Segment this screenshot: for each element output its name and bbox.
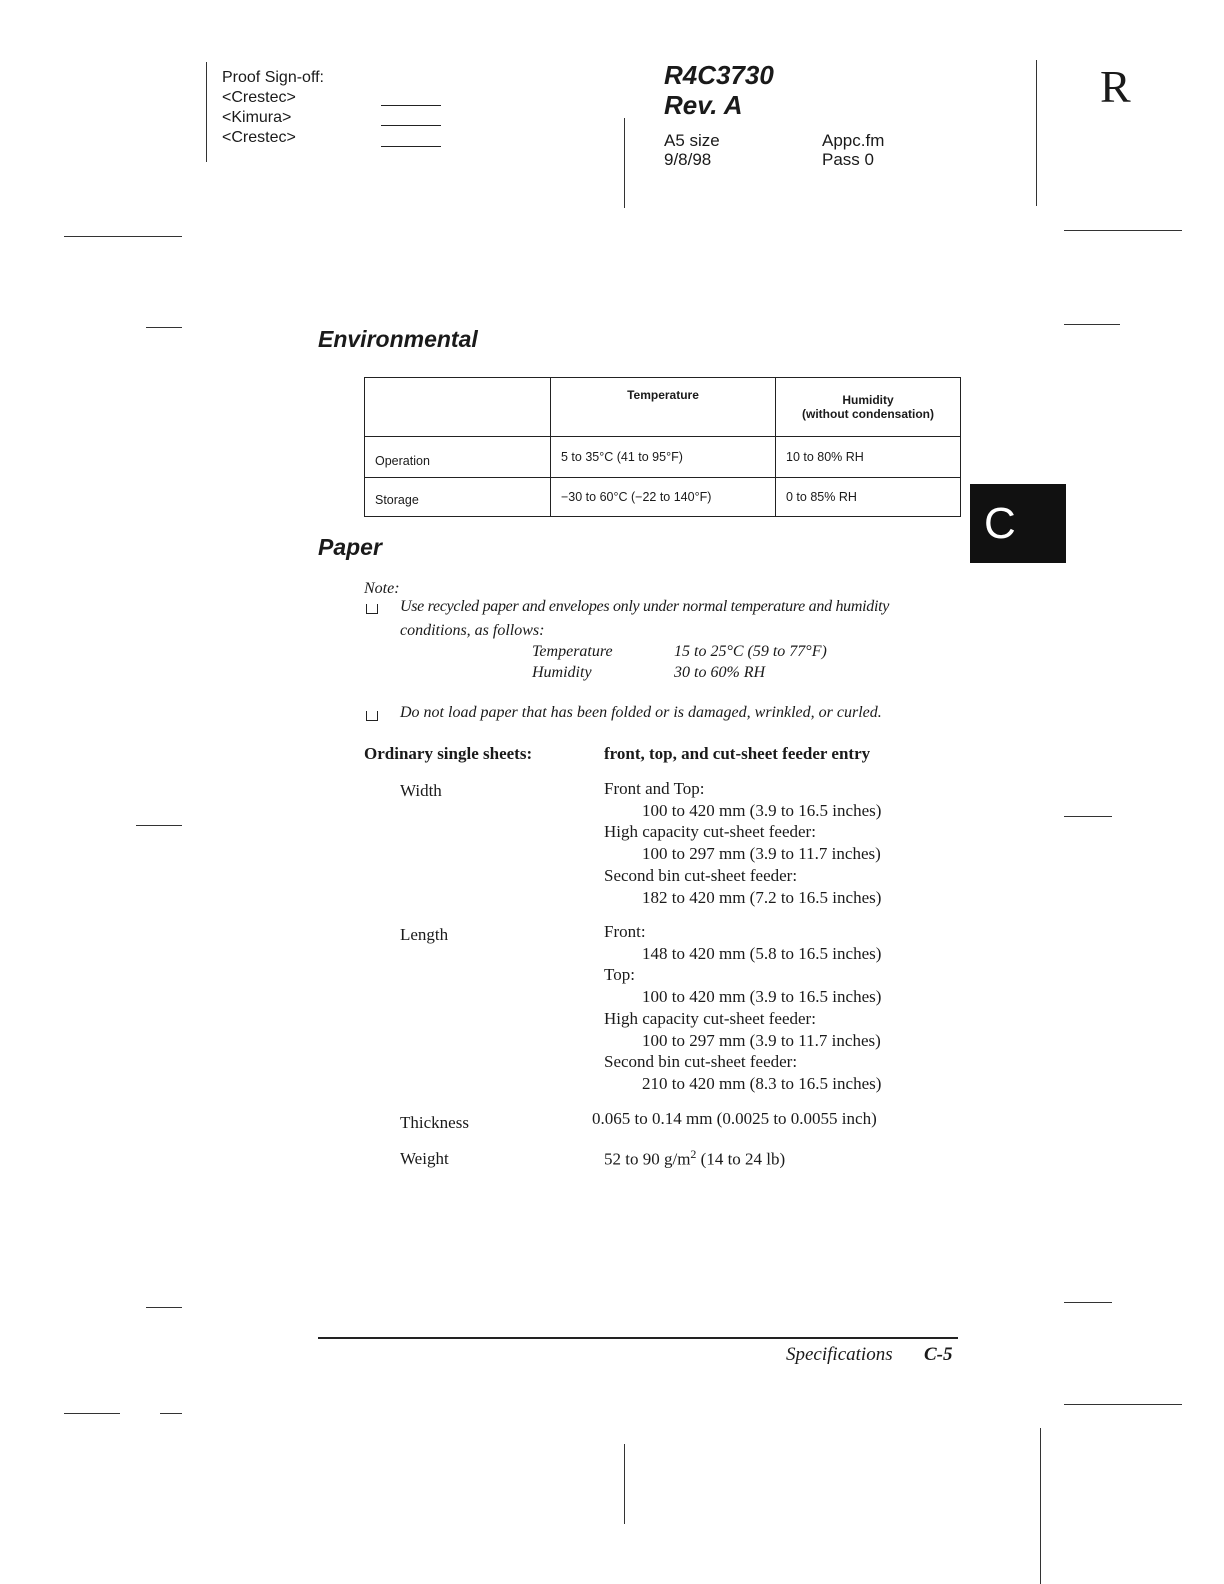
proof-signoff: [222, 68, 324, 148]
proof-name: <Crestec>: [222, 89, 296, 106]
doc-pass: Pass 0: [822, 150, 874, 169]
checkbox-bullet-icon: [366, 711, 378, 721]
weight-value: [604, 1144, 785, 1170]
crop-mark: [64, 236, 182, 237]
doc-file: Appc.fm: [822, 131, 885, 150]
spec-value-line: Front and Top:: [604, 779, 705, 798]
weight-superscript: 2: [690, 1147, 697, 1161]
paper-heading: Paper: [318, 534, 382, 560]
signature-line: [381, 125, 441, 126]
crop-mark: [146, 327, 182, 328]
doc-meta-left: [664, 131, 720, 169]
thickness-value: 0.065 to 0.14 mm (0.0025 to 0.0055 inch): [592, 1109, 877, 1128]
document-code: R4C3730: [664, 60, 774, 90]
note-line: conditions, as follows:: [400, 622, 545, 639]
weight-label: Weight: [400, 1149, 449, 1168]
crop-mark: [136, 825, 182, 826]
crop-mark: [1064, 1302, 1112, 1303]
crop-mark: [146, 1307, 182, 1308]
thickness-label: Thickness: [400, 1113, 469, 1132]
crop-mark: [1064, 230, 1182, 231]
weight-value-text: 52 to 90 g/m: [604, 1149, 691, 1169]
spec-value-line: High capacity cut-sheet feeder:: [604, 1008, 816, 1028]
row-humidity: 10 to 80% RH: [776, 437, 961, 478]
table-header-temperature: Temperature: [551, 378, 776, 437]
spec-value-line: Second bin cut-sheet feeder:: [604, 865, 798, 885]
weight-value-text: (14 to 24 lb): [696, 1149, 786, 1169]
footer-page-number: C-5: [924, 1344, 953, 1365]
condition-value: 30 to 60% RH: [674, 664, 766, 681]
crop-mark: [624, 118, 625, 208]
crop-mark: [1036, 60, 1037, 206]
checkbox-bullet-icon: [366, 604, 378, 614]
spec-value-line: 100 to 420 mm (3.9 to 16.5 inches): [642, 800, 882, 820]
crop-mark: [1064, 1404, 1182, 1405]
length-values: [604, 921, 881, 1095]
spec-value-line: 100 to 420 mm (3.9 to 16.5 inches): [642, 987, 882, 1007]
spec-value-line: 182 to 420 mm (7.2 to 16.5 inches): [642, 887, 882, 907]
condition-value: 15 to 25°C (59 to 77°F): [674, 643, 827, 660]
signature-line: [381, 105, 441, 106]
spec-value-line: High capacity cut-sheet feeder:: [604, 822, 816, 842]
proof-name: <Kimura>: [222, 109, 292, 126]
length-label: Length: [400, 925, 449, 944]
spec-value-line: 210 to 420 mm (8.3 to 16.5 inches): [642, 1073, 882, 1093]
spec-value-line: Second bin cut-sheet feeder:: [604, 1052, 798, 1072]
row-humidity: 0 to 85% RH: [776, 478, 961, 517]
doc-size: A5 size: [664, 131, 720, 150]
row-label: Storage: [365, 478, 551, 517]
spec-value-line: 148 to 420 mm (5.8 to 16.5 inches): [642, 943, 882, 963]
table-row: [365, 478, 961, 517]
proof-title: Proof Sign-off:: [222, 69, 324, 86]
spec-value-line: 100 to 297 mm (3.9 to 11.7 inches): [642, 1030, 881, 1050]
spec-value-line: 100 to 297 mm (3.9 to 11.7 inches): [642, 844, 881, 864]
crop-mark: [64, 1413, 120, 1414]
document-id-block: [664, 60, 774, 120]
spec-label: [364, 743, 532, 765]
table-header-humidity: [776, 378, 961, 437]
humidity-title: Humidity: [842, 393, 894, 407]
humidity-subtitle: (without condensation): [802, 407, 934, 421]
crop-mark: [1064, 324, 1120, 325]
spec-value-line: Top:: [604, 965, 635, 985]
condition-label: Humidity: [532, 664, 592, 681]
row-temperature: −30 to 60°C (−22 to 140°F): [551, 478, 776, 517]
table-header-row: [365, 378, 961, 437]
signature-line: [381, 146, 441, 147]
table-row: [365, 437, 961, 478]
crop-mark: [624, 1444, 625, 1524]
ordinary-value: front, top, and cut-sheet feeder entry: [604, 744, 871, 763]
row-temperature: 5 to 35°C (41 to 95°F): [551, 437, 776, 478]
doc-date: 9/8/98: [664, 150, 712, 169]
row-label: Operation: [365, 437, 551, 478]
environmental-table: [364, 377, 961, 517]
note-line: Do not load paper that has been folded or is damaged, wrinkled, or curled.: [400, 704, 882, 721]
condition-label: Temperature: [532, 643, 613, 660]
proof-name: <Crestec>: [222, 129, 296, 146]
footer-rule: [318, 1337, 958, 1339]
note-label: Note:: [364, 580, 400, 597]
note-line: Use recycled paper and envelopes only under normal temperature and humidity: [400, 598, 890, 615]
doc-meta-right: [822, 131, 884, 169]
spec-value-line: Front:: [604, 922, 646, 941]
width-values: [604, 778, 881, 908]
crop-mark: [206, 62, 207, 162]
footer-section: Specifications: [786, 1344, 893, 1365]
chapter-tab: C: [970, 484, 1066, 563]
crop-mark: [1040, 1428, 1041, 1584]
crop-mark: [160, 1413, 182, 1414]
width-label: Width: [400, 781, 442, 800]
document-revision: Rev. A: [664, 90, 743, 120]
spec-value: [604, 743, 870, 765]
environmental-heading: Environmental: [318, 326, 478, 352]
crop-mark: [1064, 816, 1112, 817]
corner-letter: R: [1100, 61, 1131, 112]
table-header-blank: [365, 378, 551, 437]
ordinary-label: Ordinary single sheets:: [364, 744, 533, 763]
